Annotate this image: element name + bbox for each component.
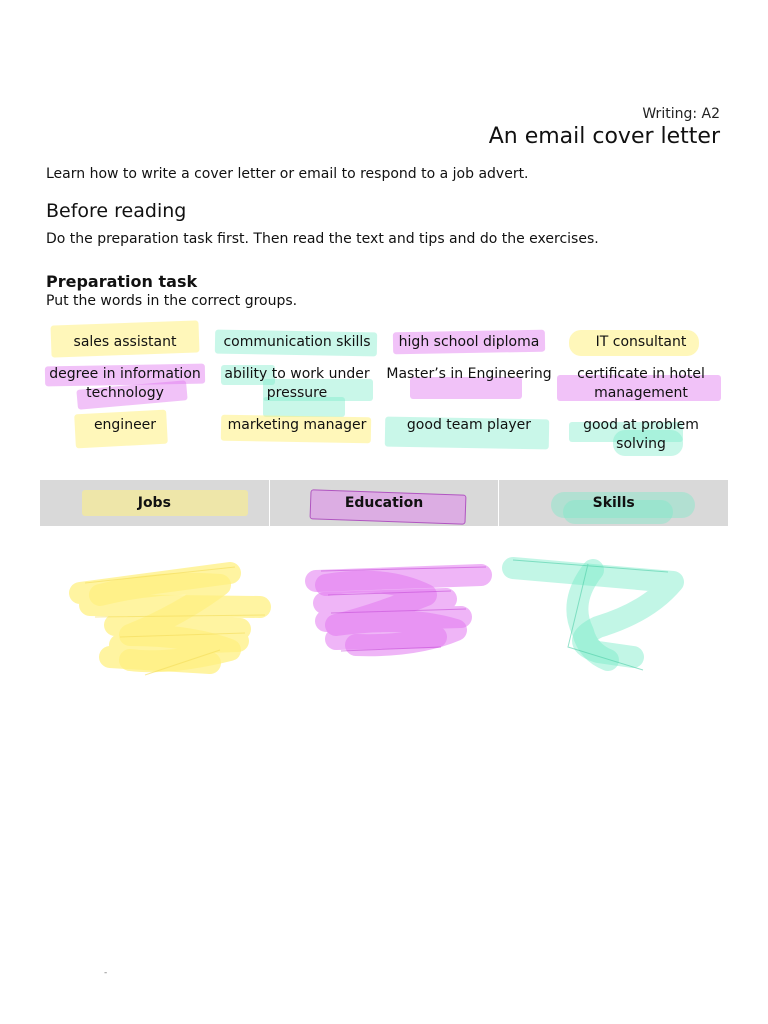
level-label: Writing: A2 bbox=[642, 106, 720, 122]
word-label: degree in information technology bbox=[49, 366, 201, 401]
page-title: An email cover letter bbox=[488, 124, 720, 149]
word-good-team-player[interactable] bbox=[385, 416, 553, 435]
preparation-instruction: Put the words in the correct groups. bbox=[46, 293, 298, 309]
word-it-consultant[interactable] bbox=[557, 333, 725, 352]
word-label: certificate in hotel management bbox=[577, 366, 705, 401]
word-good-at-problem-solving[interactable] bbox=[557, 416, 725, 454]
education-scribble bbox=[296, 555, 496, 670]
word-marketing-manager[interactable] bbox=[213, 416, 381, 435]
word-degree-in-it[interactable] bbox=[41, 365, 209, 403]
word-label: engineer bbox=[93, 417, 157, 433]
word-label: sales assistant bbox=[73, 334, 177, 350]
groups-table-header bbox=[40, 480, 728, 526]
column-label: Skills bbox=[592, 495, 635, 511]
word-communication-skills[interactable] bbox=[213, 333, 381, 352]
skills-scribble bbox=[498, 552, 698, 682]
column-jobs[interactable] bbox=[40, 480, 269, 526]
preparation-heading: Preparation task bbox=[46, 272, 198, 291]
word-label: ability to work under pressure bbox=[224, 366, 370, 401]
before-reading-heading: Before reading bbox=[46, 200, 187, 222]
column-label: Education bbox=[344, 495, 424, 511]
word-label: communication skills bbox=[223, 334, 371, 350]
intro-text: Learn how to write a cover letter or email to respond to a job advert. bbox=[46, 166, 529, 182]
before-reading-instruction: Do the preparation task first. Then read the text and tips and do the exercises. bbox=[46, 231, 599, 247]
jobs-scribble bbox=[60, 555, 280, 685]
word-label: IT consultant bbox=[595, 334, 687, 350]
column-education[interactable] bbox=[269, 480, 499, 526]
word-sales-assistant[interactable] bbox=[41, 333, 209, 352]
column-label: Jobs bbox=[137, 495, 171, 511]
word-certificate-in-hotel-management[interactable] bbox=[557, 365, 725, 403]
word-ability-to-work-under-pressure[interactable] bbox=[213, 365, 381, 403]
word-engineer[interactable] bbox=[41, 416, 209, 435]
word-label: good team player bbox=[406, 417, 532, 433]
word-label: high school diploma bbox=[398, 334, 540, 350]
word-label: good at problem solving bbox=[583, 417, 699, 452]
word-high-school-diploma[interactable] bbox=[385, 333, 553, 352]
footer-mark: - bbox=[104, 968, 108, 978]
word-masters-in-engineering[interactable] bbox=[385, 365, 553, 384]
word-label: Master’s in Engineering bbox=[386, 366, 552, 382]
word-label: marketing manager bbox=[227, 417, 367, 433]
column-skills[interactable] bbox=[498, 480, 728, 526]
